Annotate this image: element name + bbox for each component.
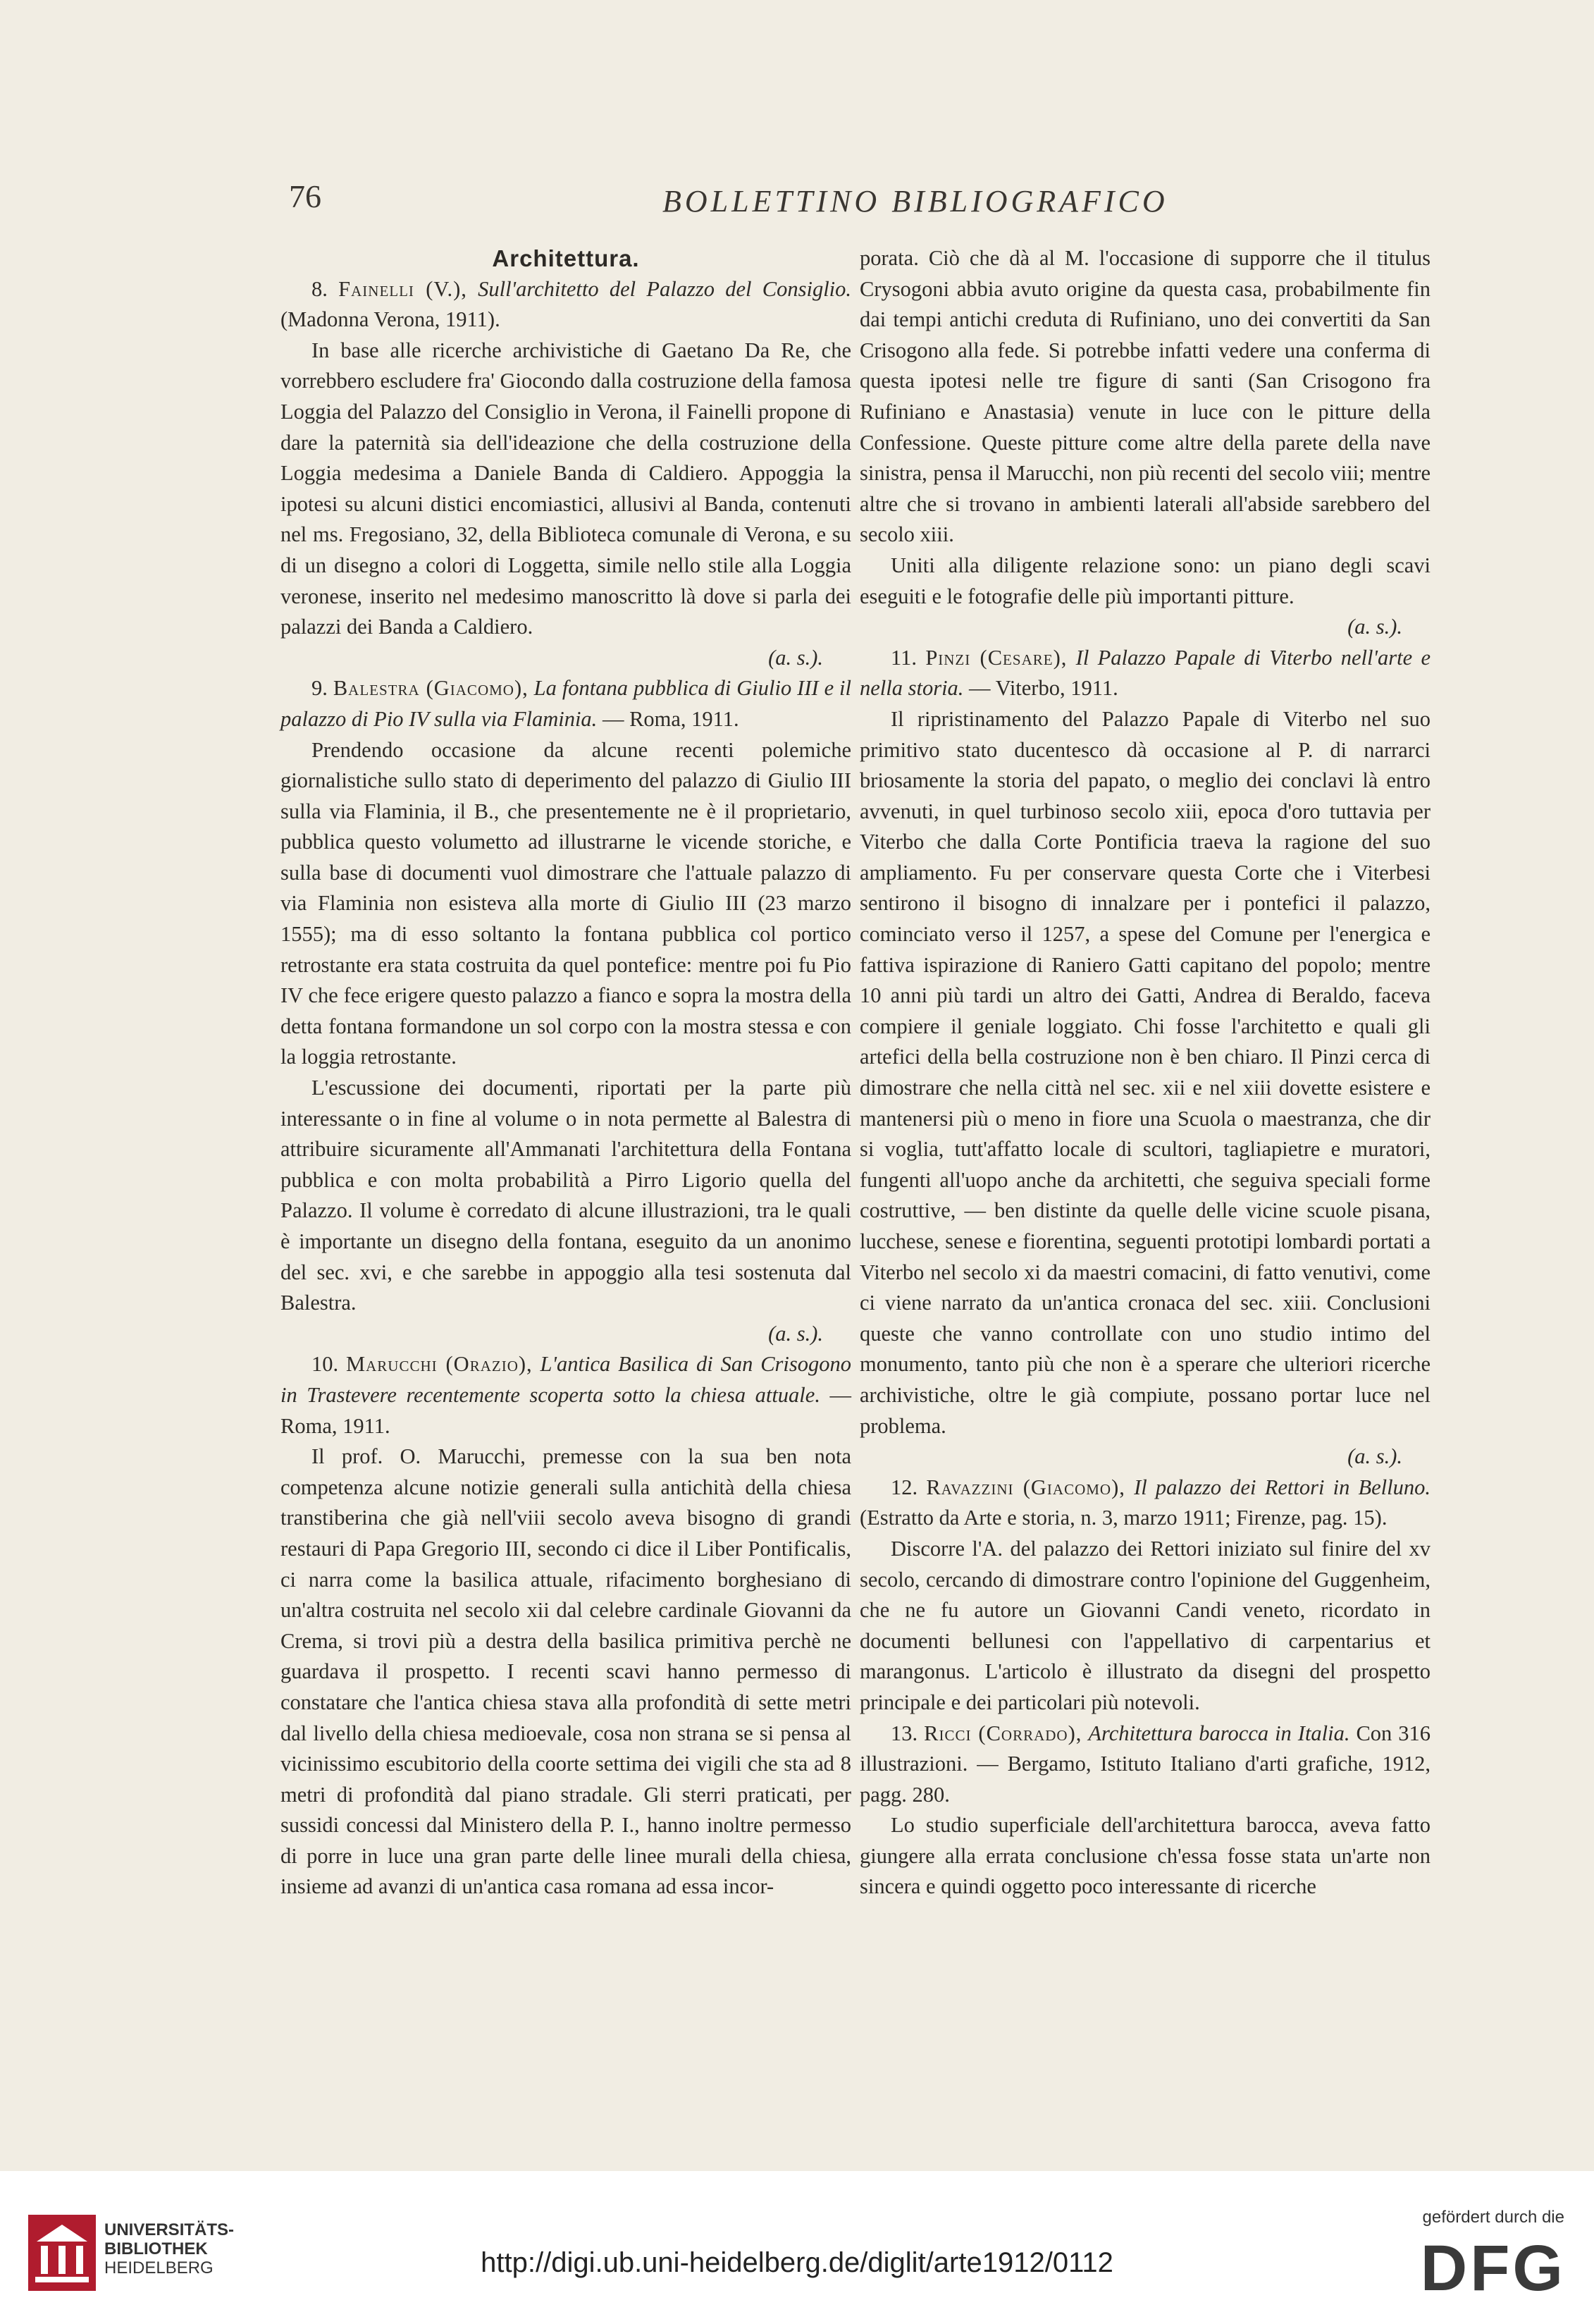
entry-number: 8. [311, 276, 339, 301]
viewer-footer [0, 2171, 1594, 2324]
entry-8-body: In base alle ricerche archivistiche di Gaetano Da Re, che vorrebbero escludere fra' Giocondo dalla costruzione della famosa Loggia del Palazzo del Consiglio in Verona, il Fainelli propone di dare la paternità sia dell'ideazione che della costruzione della Loggia medesima a Daniele Banda di Caldiero. Appoggia la ipotesi su alcuni distici encomiastici, allusivi al Banda, contenuti nel ms. Fregosiano, 32, della Biblioteca comunale di Verona, e su di un disegno a colori di Loggetta, simile nello stile alla Loggia veronese, inserito nel medesimo manoscritto là dove si parla dei palazzi dei Banda a Caldiero. [280, 338, 851, 639]
entry-11-signature: (a. s.). [1347, 1444, 1402, 1469]
funder-label: gefördert durch die [1422, 2208, 1564, 2227]
entry-number: 13. [891, 1721, 925, 1745]
entry-number: 10. [311, 1352, 347, 1377]
section-heading: Architettura. [492, 245, 640, 271]
entry-publication: (Estratto da Arte e storia, n. 3, marzo 1911; Firenze, pag. 15). [860, 1506, 1388, 1530]
entry-publication: (Madonna Verona, 1911). [280, 307, 500, 332]
library-name-line-2: BIBLIOTHEK [104, 2239, 208, 2258]
entry-11-heading [860, 643, 1431, 704]
right-column [860, 243, 1431, 1902]
entry-10-heading [280, 1349, 851, 1441]
entry-number: 11. [891, 645, 926, 670]
entry-13-body: Lo studio superficiale dell'architettura barocca, aveva fatto giungere alla errata conclusione ch'essa fosse stata un'arte non sincera e quindi oggetto poco interessante di ricerche [860, 1813, 1431, 1899]
entry-number: 12. [891, 1475, 927, 1499]
entry-9-signature: (a. s.). [768, 1321, 823, 1346]
entry-title: Architettura barocca in Italia. [1088, 1721, 1350, 1745]
entry-title: L'antica Basilica di San Crisogono in Trastevere recentemente scoperta sotto la chiesa attuale. [280, 1352, 852, 1407]
entry-13-heading [860, 1719, 1431, 1811]
entry-author: Ravazzini (Giacomo), [926, 1475, 1125, 1499]
entry-10-body: Il prof. O. Marucchi, premesse con la sua ben nota competenza alcune notizie generali sulla antichità della chiesa transtiberina che già nell'viii secolo aveva bisogno di grandi restauri di Papa Gregorio III, secondo ci dice il Liber Pontificalis, ci narra come la basilica attuale, rifacimento borghesiano di un'altra costruita nel secolo xii dal celebre cardinale Giovanni da Crema, si trovi più a destra della basilica primitiva perchè ne guardava il prospetto. I recenti scavi hanno permesso di constatare che l'antica chiesa stava alla profondità di sette metri dal livello della chiesa medioevale, cosa non strana se si pensa al vicinissimo escubitorio della coorte settima dei vigili che sta ad 8 metri di profondità dal piano stradale. Gli sterri praticati, per sussidi concessi dal Ministero della P. I., hanno inoltre permesso di porre in luce una gran parte delle linee murali della chiesa, insieme ad avanzi di un'antica casa romana ad essa incor- [280, 1444, 851, 1899]
entry-8-heading [280, 274, 851, 336]
left-column [280, 243, 851, 1902]
entry-title: La fontana pubblica di Giulio III e il palazzo di Pio IV sulla via Flaminia. [280, 676, 851, 731]
entry-author: Balestra (Giacomo), [333, 676, 529, 701]
entry-9-heading [280, 673, 851, 734]
entry-number: 9. [311, 676, 333, 701]
entry-11-body: Il ripristinamento del Palazzo Papale di Viterbo nel suo primitivo stato ducentesco dà occasione al P. di narrarci briosamente la storia del papato, o meglio dei conclavi là entro avvenuti, in quel turbinoso secolo xiii, epoca d'oro tuttavia per Viterbo che dalla Corte Pontificia traeva la ragione del suo ampliamento. Fu per conservare questa Corte che i Viterbesi sentirono il bisogno di innalzare per i pontefici il palazzo, cominciato verso il 1257, a spese del Comune per l'energica e fattiva ispirazione di Raniero Gatti capitano del popolo; mentre 10 anni più tardi un altro dei Gatti, Andrea di Beraldo, faceva compiere il geniale loggiato. Chi fosse l'architetto e quali gli artefici della bella costruzione non è ben chiaro. Il Pinzi cerca di dimostrare che nella città nel sec. xii e nel xiii dovette esistere e mantenersi più o meno in fiore una Scuola o maestranza, che dir si voglia, tutt'affatto locale di scultori, tagliapietre e muratori, fungenti all'uopo anche da architetti, che seguiva speciali forme costruttive, — ben distinte da quelle delle vicine scuole pisana, lucchese, senese e fiorentina, seguenti prototipi lombardi portati a Viterbo nel secolo xi da maestri comacini, di fatto venutivi, come ci viene narrato da un'antica cronaca del sec. xiii. Conclusioni queste che vanno controllate con uno studio intimo del monumento, tanto più che non è a sperare che ulteriori ricerche archivistiche, oltre le già compiute, possano portar luce nel problema. [860, 706, 1431, 1438]
entry-title: Il Palazzo Papale di Viterbo nell'arte e nella storia. [860, 645, 1431, 701]
entry-10-signature: (a. s.). [1347, 615, 1402, 639]
running-title: BOLLETTINO BIBLIOGRAFICO [662, 184, 1168, 219]
entry-author: Ricci (Corrado), [924, 1721, 1082, 1745]
entry-8-signature: (a. s.). [768, 645, 823, 670]
entry-9-body-2: L'escussione dei documenti, riportati per la parte più interessante o in fine al volume o in nota permette al Balestra di attribuire sicuramente all'Ammanati l'architettura della Fontana pubblica e con molta probabilità a Pirro Ligorio quella del Palazzo. Il volume è corredato di alcune illustrazioni, tra le quali è importante un disegno della fontana, eseguito da un anonimo del sec. xvi, e che sarebbe in appoggio alla tesi sostenuta dal Balestra. [280, 1076, 851, 1315]
entry-12-heading [860, 1473, 1431, 1534]
dfg-logo-icon: DFG [1420, 2232, 1566, 2304]
entry-publication: — Roma, 1911. [280, 1382, 851, 1438]
document-url-link[interactable]: http://digi.ub.uni-heidelberg.de/diglit/arte1912/0112 [481, 2247, 1113, 2278]
entry-title: Il palazzo dei Rettori in Belluno. [1134, 1475, 1431, 1499]
entry-publication: Con 316 illustrazioni. — Bergamo, Istituto Italiano d'arti grafiche, 1912, pagg. 280. [860, 1721, 1431, 1807]
entry-10-continuation: porata. Ciò che dà al M. l'occasione di supporre che il titulus Crysogoni abbia avuto origine da questa casa, probabilmente fin dai tempi antichi creduta di Rufiniano, uno dei convertiti da San Crisogono alla fede. Si potrebbe infatti vedere una conferma di questa ipotesi nelle tre figure di santi (San Crisogono fra Rufiniano e Anastasia) venute in luce con le pitture della Confessione. Queste pitture come altre della parete della nave sinistra, pensa il Marucchi, non più recenti del secolo viii; mentre altre che si trovano in ambienti laterali all'abside sarebbero del secolo xiii. [860, 246, 1431, 547]
entry-author: Fainelli (V.), [338, 276, 467, 301]
page-header [289, 178, 1445, 227]
entry-12-body: Discorre l'A. del palazzo dei Rettori iniziato sul finire del xv secolo, cercando di dimostrare contro l'opinione del Guggenheim, che ne fu autore un Giovanni Candi veneto, ricordato in documenti bellunesi con l'appellativo di carpentarius et marangonus. L'articolo è illustrato da disegni del prospetto principale e dei particolari più notevoli. [860, 1536, 1431, 1714]
entry-title: Sull'architetto del Palazzo del Consiglio. [478, 276, 852, 301]
entry-author: Marucchi (Orazio), [346, 1352, 533, 1377]
entry-publication: — Viterbo, 1911. [969, 676, 1118, 701]
library-name-line-3: HEIDELBERG [104, 2258, 214, 2277]
entry-author: Pinzi (Cesare), [925, 645, 1068, 670]
entry-10-continuation-2: Uniti alla diligente relazione sono: un piano degli scavi eseguiti e le fotografie delle più importanti pitture. [860, 553, 1431, 608]
page-number: 76 [289, 178, 321, 214]
library-name-line-1: UNIVERSITÄTS- [104, 2220, 235, 2239]
entry-9-body-1: Prendendo occasione da alcune recenti polemiche giornalistiche sullo stato di deperimento del palazzo di Giulio III sulla via Flaminia, il B., che presentemente ne è il proprietario, pubblica questo volumetto ad illustrarne le vicende storiche, e sulla base di documenti vuol dimostrare che l'attuale palazzo di via Flaminia non esisteva alla morte di Giulio III (23 marzo 1555); ma di esso soltanto la fontana pubblica col portico retrostante era stata costruita da quel pontefice: mentre poi fu Pio IV che fece erigere questo palazzo a fianco e sopra la mostra della detta fontana formandone un sol corpo con la mostra stessa e con la loggia retrostante. [280, 737, 851, 1069]
entry-publication: — Roma, 1911. [602, 706, 739, 731]
